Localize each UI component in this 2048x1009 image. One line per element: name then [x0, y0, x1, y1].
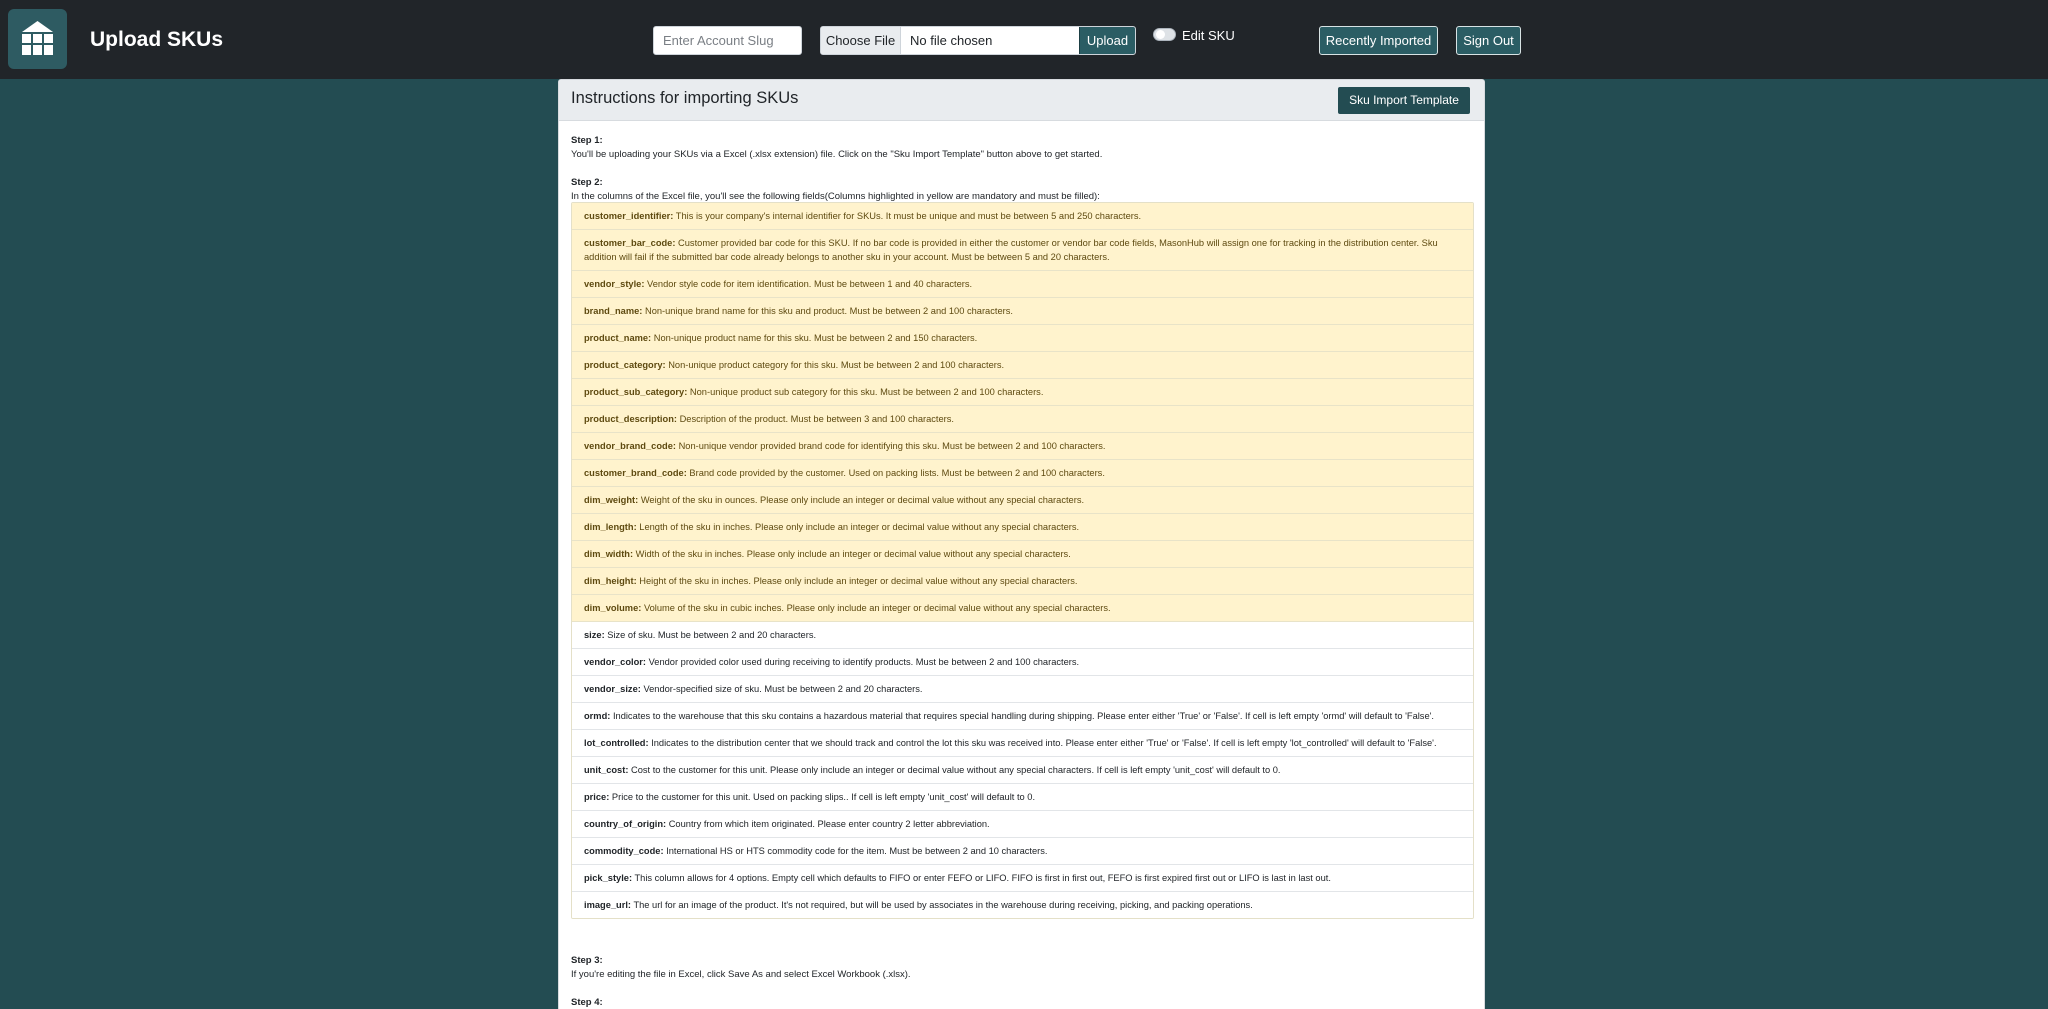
field-key: vendor_brand_code: — [584, 440, 676, 451]
step-2-text: In the columns of the Excel file, you'll see the following fields(Columns highlighted in yellow are mandatory and must be filled): — [571, 191, 1100, 202]
field-key: country_of_origin: — [584, 818, 667, 829]
field-row — [572, 649, 1473, 676]
field-description: Non-unique product category for this sku. Must be between 2 and 100 characters. — [668, 359, 1005, 370]
field-description: Brand code provided by the customer. Used on packing lists. Must be between 2 and 100 characters. — [689, 467, 1105, 478]
field-row — [572, 595, 1473, 622]
page-title: Upload SKUs — [90, 28, 224, 51]
field-row — [572, 352, 1473, 379]
field-key: product_sub_category: — [584, 386, 688, 397]
field-row — [572, 406, 1473, 433]
field-row — [572, 568, 1473, 595]
field-key: dim_height: — [584, 575, 637, 586]
top-navbar — [0, 0, 2048, 79]
recently-imported-button[interactable]: Recently Imported — [1319, 26, 1438, 55]
field-key: product_name: — [584, 332, 652, 343]
field-description: Weight of the sku in ounces. Please only include an integer or decimal value without any special characters. — [640, 494, 1085, 505]
field-row — [572, 703, 1473, 730]
field-row — [572, 865, 1473, 892]
field-description: This is your company's internal identifier for SKUs. It must be unique and must be between 5 and 250 characters. — [675, 210, 1142, 221]
toggle-knob — [1156, 30, 1165, 39]
field-key: commodity_code: — [584, 845, 664, 856]
field-description: Volume of the sku in cubic inches. Please only include an integer or decimal value without any special characters. — [643, 602, 1111, 613]
card-title: Instructions for importing SKUs — [571, 89, 799, 107]
field-description: This column allows for 4 options. Empty cell which defaults to FIFO or enter FEFO or LIFO. FIFO is first in first out, FEFO is first expired first out or LIFO is last in last out. — [634, 872, 1331, 883]
field-row — [572, 730, 1473, 757]
step-3 — [571, 954, 911, 982]
field-description: Country from which item originated. Please enter country 2 letter abbreviation. — [668, 818, 990, 829]
step-1 — [571, 134, 1102, 162]
field-key: image_url: — [584, 899, 632, 910]
field-key: dim_weight: — [584, 494, 639, 505]
field-key: ormd: — [584, 710, 611, 721]
field-description: Non-unique vendor provided brand code for identifying this sku. Must be between 2 and 100 characters. — [678, 440, 1106, 451]
field-list — [571, 202, 1474, 919]
field-key: customer_identifier: — [584, 210, 674, 221]
field-row — [572, 784, 1473, 811]
field-description: Vendor style code for item identification. Must be between 1 and 40 characters. — [647, 278, 973, 289]
field-key: pick_style: — [584, 872, 633, 883]
edit-sku-toggle[interactable] — [1153, 28, 1176, 41]
card-header — [559, 80, 1484, 121]
field-description: Vendor provided color used during receiving to identify products. Must be between 2 and 100 characters. — [648, 656, 1080, 667]
field-description: Non-unique product name for this sku. Must be between 2 and 150 characters. — [653, 332, 978, 343]
field-description: Non-unique product sub category for this sku. Must be between 2 and 100 characters. — [689, 386, 1044, 397]
file-status-text: No file chosen — [910, 33, 993, 48]
field-row — [572, 811, 1473, 838]
field-row — [572, 298, 1473, 325]
edit-sku-label: Edit SKU — [1182, 28, 1235, 43]
field-row — [572, 892, 1473, 918]
step-1-label: Step 1: — [571, 135, 603, 146]
field-description: Width of the sku in inches. Please only include an integer or decimal value without any special characters. — [635, 548, 1071, 559]
field-key: vendor_color: — [584, 656, 646, 667]
field-key: price: — [584, 791, 610, 802]
field-row — [572, 622, 1473, 649]
field-row — [572, 325, 1473, 352]
account-slug-input[interactable] — [653, 26, 802, 55]
field-description: Customer provided bar code for this SKU. If no bar code is provided in either the customer or vendor bar code fields, MasonHub will assign one for tracking in the distribution center. Sku addition will fail if the submitted bar code already belongs to another sku in your account. Must be between 5 and 20 characters. — [584, 237, 1438, 262]
field-row — [572, 487, 1473, 514]
upload-button[interactable]: Upload — [1079, 27, 1135, 54]
field-row — [572, 514, 1473, 541]
field-description: Price to the customer for this unit. Used on packing slips.. If cell is left empty 'unit_cost' will default to 0. — [611, 791, 1036, 802]
step-3-label: Step 3: — [571, 955, 603, 966]
sign-out-button[interactable]: Sign Out — [1456, 26, 1521, 55]
field-description: Cost to the customer for this unit. Please only include an integer or decimal value without any special characters. If cell is left empty 'unit_cost' will default to 0. — [631, 764, 1281, 775]
step-2 — [571, 176, 1100, 204]
step-4 — [571, 996, 603, 1009]
field-key: vendor_style: — [584, 278, 645, 289]
field-row — [572, 541, 1473, 568]
instructions-card — [558, 79, 1485, 1009]
field-key: unit_cost: — [584, 764, 629, 775]
field-key: brand_name: — [584, 305, 643, 316]
warehouse-logo-icon[interactable] — [8, 9, 67, 69]
field-description: International HS or HTS commodity code for the item. Must be between 2 and 10 characters. — [666, 845, 1048, 856]
field-row — [572, 379, 1473, 406]
step-1-text: You'll be uploading your SKUs via a Excel (.xlsx extension) file. Click on the "Sku Import Template" button above to get started. — [571, 149, 1103, 160]
step-2-label: Step 2: — [571, 177, 603, 188]
field-key: lot_controlled: — [584, 737, 649, 748]
field-description: Vendor-specified size of sku. Must be between 2 and 20 characters. — [643, 683, 923, 694]
field-description: Size of sku. Must be between 2 and 20 characters. — [607, 629, 817, 640]
field-key: customer_bar_code: — [584, 237, 676, 248]
file-input[interactable] — [820, 26, 1136, 55]
field-description: Indicates to the warehouse that this sku contains a hazardous material that requires special handling during shipping. Please enter either 'True' or 'False'. If cell is left empty 'ormd' will default to 'False'. — [612, 710, 1434, 721]
sku-import-template-button[interactable]: Sku Import Template — [1338, 87, 1470, 114]
field-description: Length of the sku in inches. Please only include an integer or decimal value without any special characters. — [639, 521, 1080, 532]
choose-file-button[interactable]: Choose File — [821, 27, 901, 54]
field-description: Description of the product. Must be between 3 and 100 characters. — [679, 413, 954, 424]
field-row — [572, 460, 1473, 487]
field-key: product_description: — [584, 413, 677, 424]
field-description: Height of the sku in inches. Please only include an integer or decimal value without any special characters. — [639, 575, 1078, 586]
field-key: customer_brand_code: — [584, 467, 687, 478]
step-3-text: If you're editing the file in Excel, click Save As and select Excel Workbook (.xlsx). — [571, 969, 911, 980]
field-row — [572, 203, 1473, 230]
field-key: vendor_size: — [584, 683, 641, 694]
field-row — [572, 676, 1473, 703]
field-key: dim_volume: — [584, 602, 642, 613]
field-row — [572, 757, 1473, 784]
step-4-label: Step 4: — [571, 997, 603, 1008]
field-row — [572, 271, 1473, 298]
field-row — [572, 838, 1473, 865]
field-description: Indicates to the distribution center that we should track and control the lot this sku was received into. Please enter either 'True' or 'False'. If cell is left empty 'lot_controlled' will default to 'False'. — [651, 737, 1437, 748]
field-row — [572, 433, 1473, 460]
field-row — [572, 230, 1473, 271]
field-key: size: — [584, 629, 605, 640]
field-key: dim_width: — [584, 548, 634, 559]
field-description: The url for an image of the product. It's not required, but will be used by associates in the warehouse during receiving, picking, and packing operations. — [633, 899, 1253, 910]
field-key: dim_length: — [584, 521, 637, 532]
field-key: product_category: — [584, 359, 666, 370]
field-description: Non-unique brand name for this sku and product. Must be between 2 and 100 characters. — [644, 305, 1013, 316]
